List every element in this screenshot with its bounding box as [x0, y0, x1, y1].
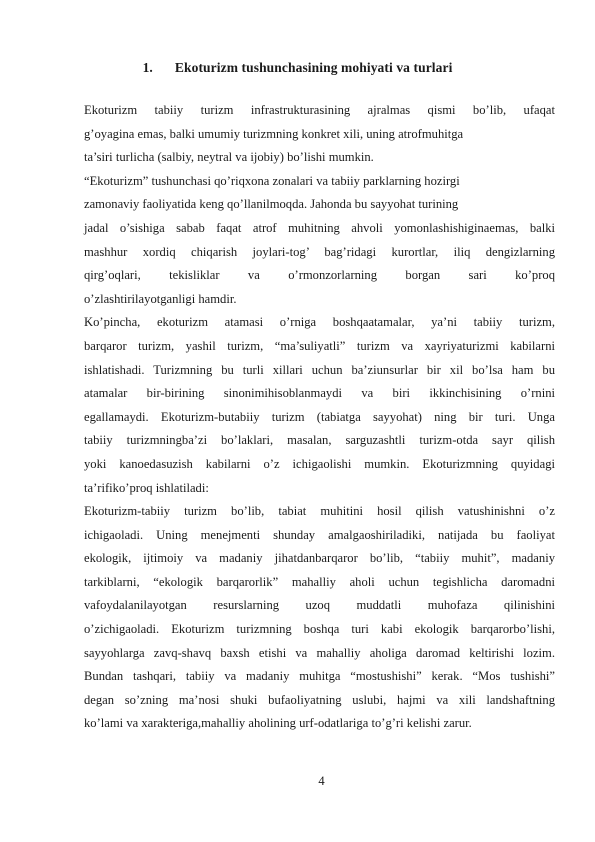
text-line: ichigaoladi. Uning menejmenti shunday amalgaoshiriladiki, natijada bu faoliyat	[84, 527, 555, 542]
text-line: Ko’pincha, ekoturizm atamasi o’rniga boshqaatamalar, ya’ni tabiiy turizm,	[84, 315, 555, 330]
text-line: egallamaydi. Ekoturizm-butabiiy turizm (tabiatga sayyohat) ning bir turi. Unga	[84, 409, 555, 424]
text-line: yoki kanoedasuzish kabilarni o’z ichigaolishi mumkin. Ekoturizmning quyidagi	[84, 456, 555, 471]
text-line: tarkiblarni, “ekologik barqarorlik” mahalliy aholi uchun tegishlicha daromadni	[84, 574, 555, 589]
text-line: ko’lami va xarakteriga,mahalliy aholining urf-odatlariga to’g’ri kelishi zarur.	[84, 716, 472, 731]
text-line: o’zichigaoladi. Ekoturizm turizmning boshqa turi kabi ekologik barqarorbo’lishi,	[84, 622, 555, 637]
text-line: qirg’oqlari, tekisliklar va o’rmonzorlarning borgan sari ko’proq	[84, 268, 555, 283]
body-text	[84, 99, 555, 736]
text-line: “Ekoturizm” tushunchasi qo’riqxona zonalari va tabiiy parklarning hozirgi	[84, 173, 460, 188]
text-line: tabiiy turizmningba’zi bo’laklari, masalan, sarguzashtli turizm-otda sayr qilish	[84, 433, 555, 448]
text-line: vafoydalanilayotgan resurslarning uzoq muddatli muhofaza qilinishini	[84, 598, 555, 613]
text-line: sayyohlarga zavq-shavq baxsh etishi va mahalliy aholiga daromad keltirishi lozim.	[84, 645, 555, 660]
text-line: barqaror turizm, yashil turizm, “ma’suliyatli” turizm va xayriyaturizmi kabilarni	[84, 338, 555, 353]
text-line: Bundan tashqari, tabiiy va madaniy muhitga “mostushishi” kerak. “Mos tushishi”	[84, 669, 555, 684]
text-line: ta’siri turlicha (salbiy, neytral va ijobiy) bo’lishi mumkin.	[84, 150, 374, 165]
text-line: ta’rifiko’proq ishlatiladi:	[84, 480, 209, 495]
page-number: 4	[318, 774, 325, 788]
section-title: Ekoturizm tushunchasining mohiyati va turlari	[174, 60, 453, 75]
text-line: Ekoturizm-tabiiy turizm bo’lib, tabiat muhitini hosil qilish vatushinishni o’z	[84, 504, 555, 519]
text-line: Ekoturizm tabiiy turizm infrastrukturasining ajralmas qismi bo’lib, ufaqat	[84, 103, 555, 117]
text-line: mashhur xordiq chiqarish joylari-tog’ bag’ridagi kurortlar, iliq dengizlarning	[84, 244, 555, 259]
text-line: atamalar bir-birining sinonimihisoblanmaydi va biri ikkinchisining o’rnini	[84, 386, 555, 401]
text-line: ishlatishadi. Turizmning bu turli xillari uchun ba’ziunsurlar bir xil bo’lsa ham bu	[84, 362, 555, 377]
section-heading	[0, 60, 595, 76]
text-line: jadal o’sishiga sabab faqat atrof muhitning ahvoli yomonlashishiginaemas, balki	[84, 220, 555, 235]
section-number: 1.	[142, 60, 153, 75]
text-line: zamonaviy faoliyatida keng qo’llanilmoqda. Jahonda bu sayyohat turining	[84, 197, 459, 212]
text-line: ekologik, ijtimoiy va madaniy jihatdanbarqaror bo’lib, “tabiiy muhit”, madaniy	[84, 551, 555, 566]
text-line: g’oyagina emas, balki umumiy turizmning konkret xili, uning atrofmuhitga	[84, 126, 464, 141]
text-line: degan so’zning ma’nosi shuki bufaoliyatning uslubi, hajmi va xili landshaftning	[84, 692, 555, 707]
text-line: o’zlashtirilayotganligi hamdir.	[84, 291, 237, 306]
